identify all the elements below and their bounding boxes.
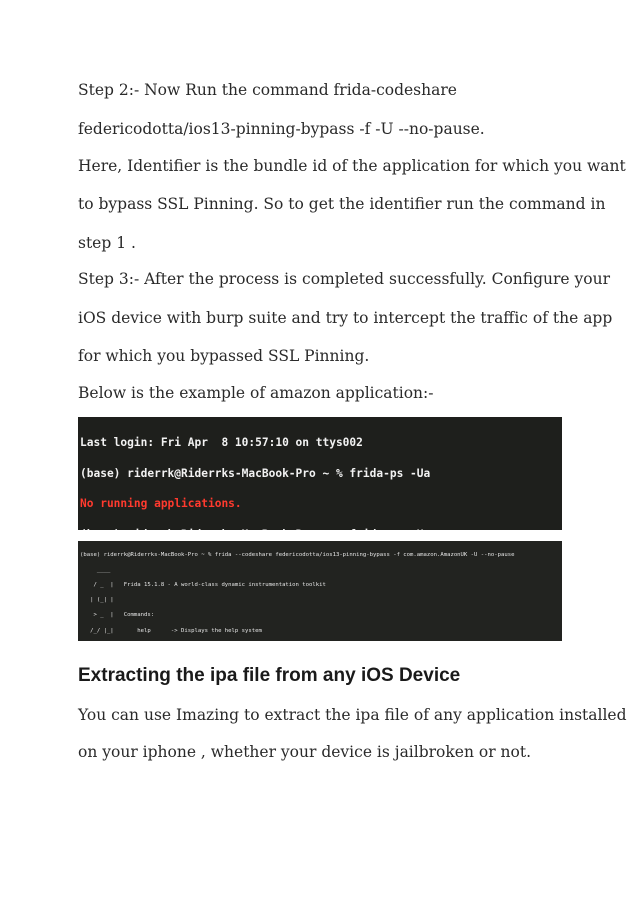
paragraph-line: to bypass SSL Pinning. So to get the identifier run the command in [78, 195, 606, 213]
paragraph-line: Step 2:- Now Run the command frida-codeshare [78, 81, 457, 99]
terminal-line: / _ | Frida 15.1.8 - A world-class dynamic instrumentation toolkit [80, 581, 326, 588]
paragraph-line: Step 3:- After the process is completed successfully. Configure your [78, 270, 611, 288]
paragraph-line: on your iphone , whether your device is jailbroken or not. [78, 743, 531, 761]
terminal-line: (base) riderrk@Riderrks-MacBook-Pro ~ % frida --codeshare federicodotta/ios13-pinning-bypass -f com.amazon.AmazonUK -U --no-pause [80, 551, 515, 558]
paragraph-line: iOS device with burp suite and try to intercept the traffic of the app [78, 309, 613, 327]
terminal-line: ____ [80, 566, 111, 573]
terminal-line: > _ | Commands: [80, 612, 155, 619]
terminal-line: | (_| | [80, 597, 114, 604]
terminal-line: (base) riderrk@Riderrks-MacBook-Pro ~ % frida-ps -Ua [80, 466, 431, 480]
paragraph-line: federicodotta/ios13-pinning-bypass -f -U --no-pause. [78, 120, 485, 138]
terminal-screenshot-frida-codeshare [78, 541, 562, 641]
terminal-error-line: No running applications. [80, 497, 242, 511]
terminal-line: /_/ |_| help -> Displays the help system [80, 627, 262, 634]
paragraph-line: for which you bypassed SSL Pinning. [78, 347, 370, 365]
paragraph-line: Below is the example of amazon application:- [78, 384, 434, 402]
paragraph-line: You can use Imazing to extract the ipa file of any application installed [78, 706, 627, 724]
terminal-line [80, 527, 562, 530]
paragraph-line: Here, Identifier is the bundle id of the application for which you want [78, 157, 626, 175]
terminal-line: Last login: Fri Apr 8 10:57:10 on ttys002 [80, 436, 363, 450]
section-heading: Extracting the ipa file from any iOS Device [78, 665, 461, 686]
terminal-screenshot-frida-ps [78, 417, 562, 530]
paragraph-line: step 1 . [78, 234, 136, 252]
